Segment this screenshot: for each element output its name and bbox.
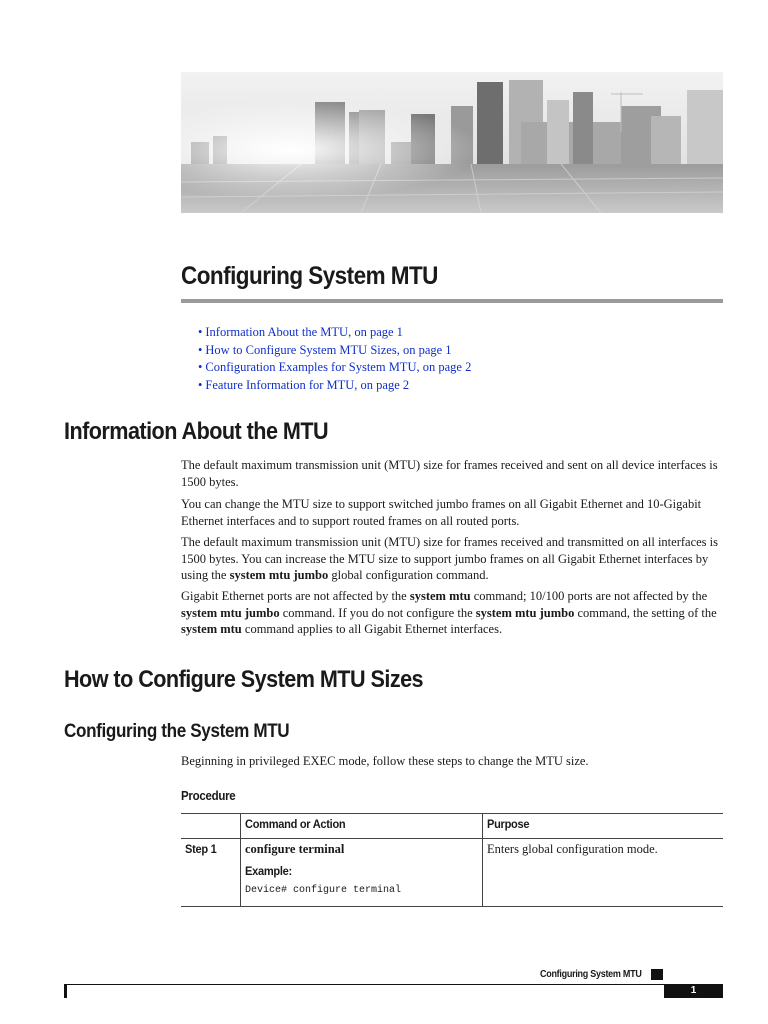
footer-chapter-title: Configuring System MTU	[540, 969, 642, 980]
command-keyword: system mtu jumbo	[475, 605, 575, 620]
mini-toc	[198, 324, 471, 394]
text-run: The default maximum transmission unit (MTU) size for frames received and transmitted on all interfaces is 1500 bytes. You can increase the MTU size to support jumbo frames on all Gigabit Ethernet interfaces by using the	[181, 535, 718, 582]
toc-item[interactable]	[198, 324, 471, 342]
chapter-title-rule	[181, 299, 723, 303]
procedure-table	[181, 813, 723, 907]
column-header-purpose: Purpose	[487, 817, 530, 831]
section-heading-information-about-mtu: Information About the MTU	[64, 418, 329, 445]
command-text: configure terminal	[245, 842, 345, 856]
text-run: command, the setting of the	[574, 605, 717, 620]
city-skyline-illustration	[181, 72, 723, 213]
page-number: 1	[664, 984, 723, 998]
toc-item[interactable]	[198, 342, 471, 360]
text-run: command applies to all Gigabit Ethernet interfaces.	[241, 622, 503, 636]
bullet-icon: •	[198, 325, 203, 339]
procedure-label: Procedure	[181, 789, 236, 803]
step-number: Step 1	[185, 842, 217, 856]
paragraph: Beginning in privileged EXEC mode, follow these steps to change the MTU size.	[181, 754, 589, 768]
banner-photo	[181, 72, 723, 213]
toc-link[interactable]: How to Configure System MTU Sizes, on page 1	[205, 342, 452, 357]
subsection-heading-configuring-system-mtu: Configuring the System MTU	[64, 721, 290, 742]
footer-rule	[64, 984, 664, 985]
column-header-command: Command or Action	[245, 817, 346, 831]
command-keyword: system mtu	[181, 622, 242, 636]
bullet-icon: •	[198, 342, 203, 357]
paragraph	[181, 534, 726, 584]
paragraph	[181, 588, 726, 638]
text-run: command. If you do not configure the	[279, 605, 476, 620]
paragraph: You can change the MTU size to support switched jumbo frames on all Gigabit Ethernet and 10-Gigabit Ethernet interfaces and to support routed frames on all routed ports.	[181, 497, 702, 528]
example-label: Example:	[245, 864, 292, 878]
chapter-title: Configuring System MTU	[181, 262, 438, 290]
table-rule-bottom	[181, 906, 723, 907]
toc-link[interactable]: Information About the MTU, on page 1	[205, 325, 403, 339]
toc-link[interactable]: Configuration Examples for System MTU, on page 2	[205, 360, 472, 374]
paragraph: The default maximum transmission unit (MTU) size for frames received and sent on all device interfaces is 1500 bytes.	[181, 458, 718, 489]
footer-tick	[64, 984, 67, 998]
text-run: global configuration command.	[328, 568, 489, 582]
example-code: Device# configure terminal	[245, 885, 402, 896]
table-col-divider	[482, 813, 483, 907]
bullet-icon: •	[198, 377, 203, 392]
toc-item[interactable]	[198, 359, 471, 377]
footer-marker	[651, 969, 663, 980]
table-rule-header	[181, 838, 723, 839]
purpose-text: Enters global configuration mode.	[487, 842, 658, 856]
command-keyword: system mtu jumbo	[181, 605, 280, 620]
bullet-icon: •	[198, 360, 203, 374]
table-rule-top	[181, 813, 723, 814]
toc-link[interactable]: Feature Information for MTU, on page 2	[205, 377, 410, 392]
table-col-divider	[240, 813, 241, 907]
text-run: command; 10/100 ports are not affected by the	[470, 589, 708, 603]
command-keyword: system mtu	[409, 589, 471, 603]
section-heading-how-to-configure: How to Configure System MTU Sizes	[64, 666, 424, 693]
command-keyword: system mtu jumbo	[229, 568, 329, 582]
text-run: Gigabit Ethernet ports are not affected by the	[181, 589, 410, 603]
toc-item[interactable]	[198, 377, 471, 395]
